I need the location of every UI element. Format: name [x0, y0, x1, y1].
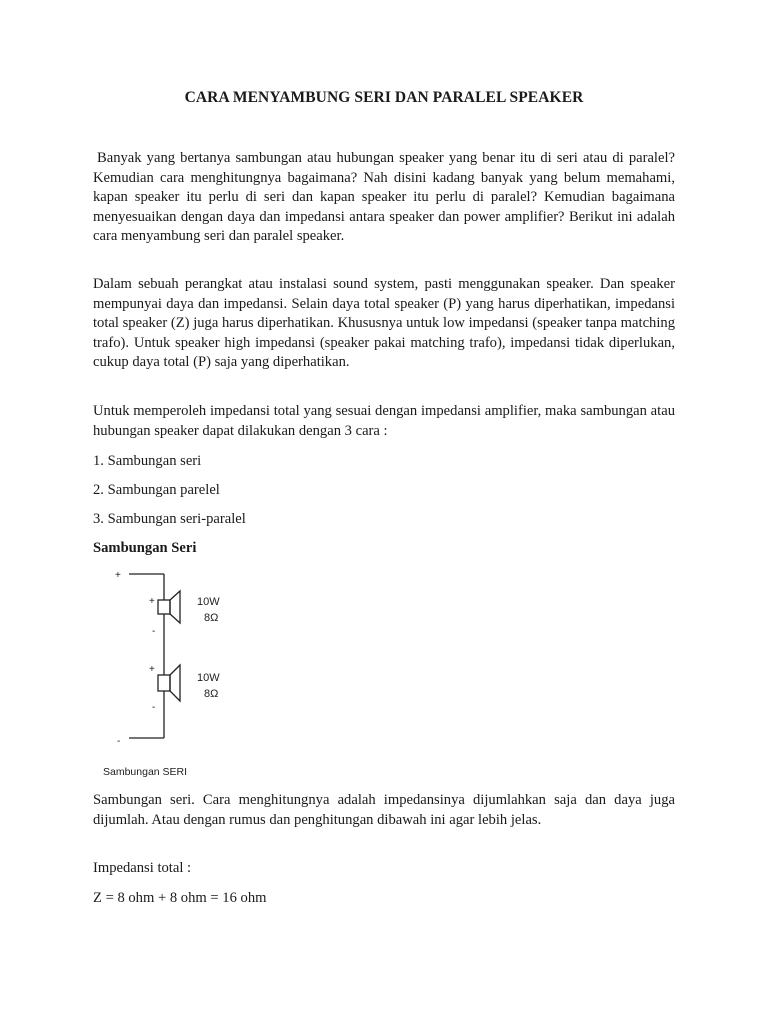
terminal-plus-main: +: [115, 570, 121, 581]
terminal-plus-speaker-1: +: [149, 596, 155, 607]
paragraph-intro: Banyak yang bertanya sambungan atau hubungan speaker yang benar itu di seri atau di paralel? Kemudian cara menghitungnya bagaimana? Nah disini kadang banyak yang belum memahami, kapan speaker itu perlu di seri dan kapan speaker itu perlu di paralel? Kemudian bagaimana menyesuaikan dengan daya dan impedansi antara speaker dan power amplifier? Berikut ini adalah cara menyambung seri dan paralel speaker.: [93, 150, 675, 245]
diagram-caption: Sambungan SERI: [103, 766, 188, 778]
list-item-seri: 1. Sambungan seri: [93, 453, 202, 469]
speaker-2-cone: [170, 665, 180, 701]
paragraph-methods: Untuk memperoleh impedansi total yang sesuai dengan impedansi amplifier, maka sambungan atau hubungan speaker dapat dilakukan dengan 3 cara :: [93, 403, 675, 439]
terminal-minus-main: -: [117, 736, 121, 747]
terminal-minus-speaker-1: -: [152, 626, 156, 637]
speaker-1-power: 10W: [197, 596, 220, 608]
paragraph-series-explanation: Sambungan seri. Cara menghitungnya adalah impedansinya dijumlahkan saja dan daya juga dijumlah. Atau dengan rumus dan penghitungan dibawah ini agar lebih jelas.: [93, 792, 675, 828]
terminal-plus-speaker-2: +: [149, 664, 155, 675]
series-speaker-diagram: [101, 560, 261, 785]
terminal-minus-speaker-2: -: [152, 702, 156, 713]
speaker-1-magnet: [158, 600, 170, 614]
speaker-2-magnet: [158, 675, 170, 691]
impedance-label: Impedansi total :: [93, 860, 192, 876]
paragraph-sound-system: Dalam sebuah perangkat atau instalasi sound system, pasti menggunakan speaker. Dan speaker mempunyai daya dan impedansi. Selain daya total speaker (P) yang harus diperhatikan, impedansi total speaker (Z) juga harus diperhatikan. Khususnya untuk low impedansi (speaker tanpa matching trafo). Untuk speaker high impedansi (speaker pakai matching trafo), impedansi tidak diperlukan, cukup daya total (P) saja yang diperhatikan.: [93, 276, 675, 371]
speaker-1-cone: [170, 591, 180, 623]
page-title: CARA MENYAMBUNG SERI DAN PARALEL SPEAKER: [184, 89, 584, 106]
speaker-2-power: 10W: [197, 672, 220, 684]
list-item-parelel: 2. Sambungan parelel: [93, 482, 220, 498]
list-item-seri-paralel: 3. Sambungan seri-paralel: [93, 511, 246, 527]
speaker-2-impedance: 8Ω: [204, 688, 219, 700]
section-heading: Sambungan Seri: [93, 540, 197, 556]
speaker-1-impedance: 8Ω: [204, 612, 219, 624]
impedance-formula: Z = 8 ohm + 8 ohm = 16 ohm: [93, 890, 267, 906]
